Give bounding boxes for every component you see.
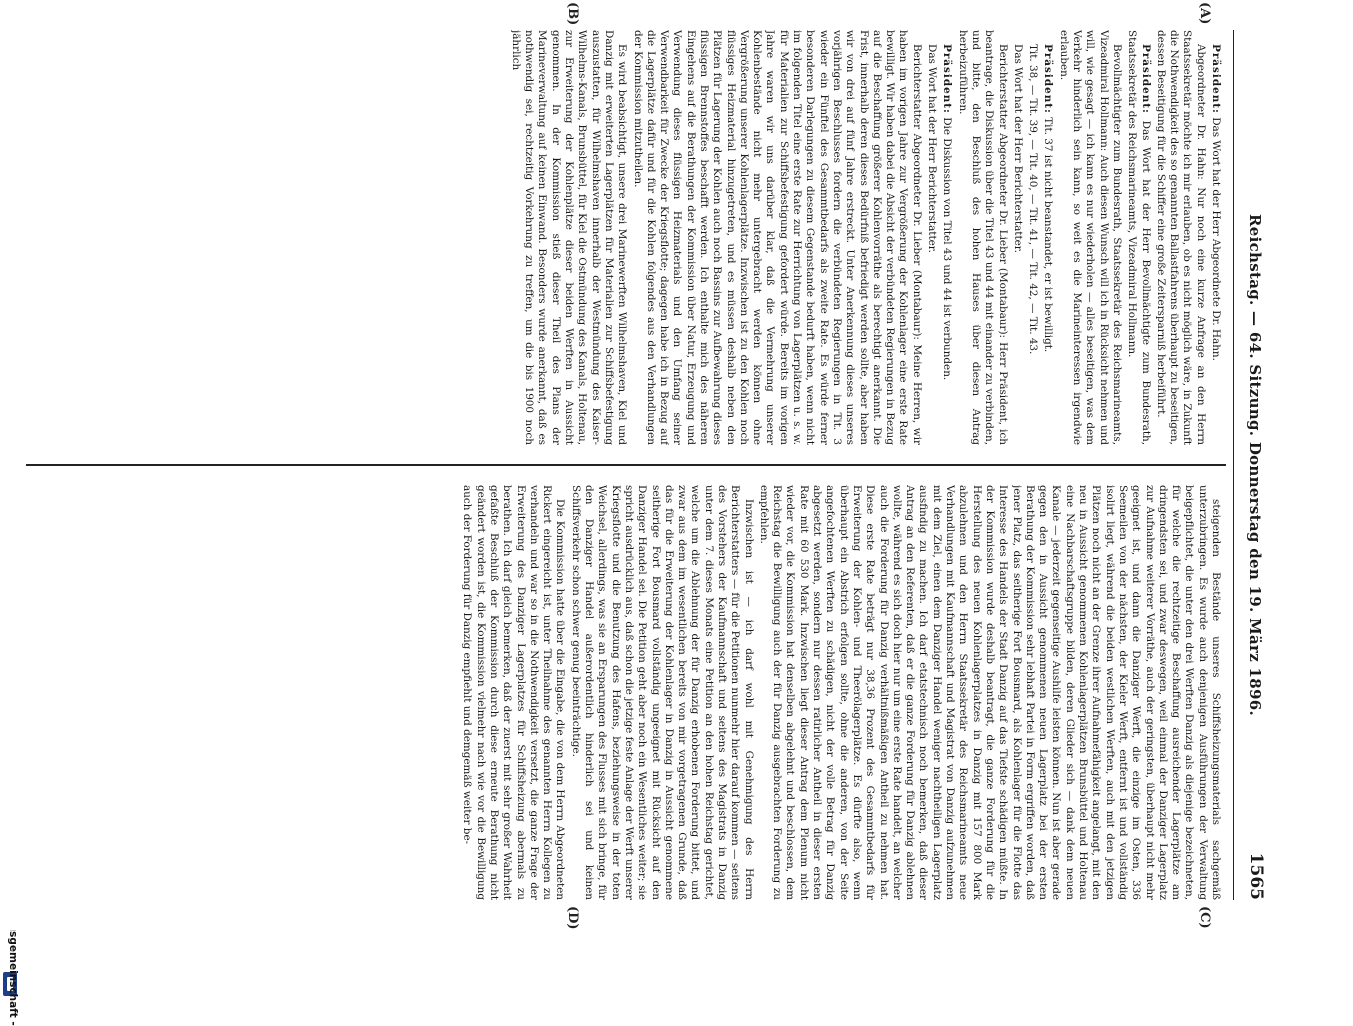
- paragraph: [757, 485, 1222, 900]
- page-number: 1565: [1246, 852, 1266, 900]
- paragraph-text: Berichterstatter Abgeordneter Dr. Lieber (Montabaur): Meine Herren, wir haben im vorigen Jahre zur Vergrößerung der Kohlenlager eine erste Rate bewilligt. Wir haben dabei die Absicht der verbündeten Regierungen in Bezug auf die Beschaffung größerer Kohlenvorräthe als berechtigt anerkannt. Die Frist, innerhalb deren dieses Bedürfniß befriedigt werden sollte, aber haben wir von drei auf fünf Jahre erstreckt. Unter Anerkennung dieses unseres vorjährigen Beschlusses fordern die verbündeten Regierungen in Tit. 3 wieder ein Fünftel des Gesammtbedarfs als zweite Rate. Es würde ferner besonderen Darlegungen zu diesem Gegenstande bedurft haben, wenn nicht im folgenden Titel eine erste Rate zur Herrichtung von Lagerplätzen u. s. w. für Materialien zur Schiffsbefestigung gefordert würde. Bereits im vorigen Jahre waren wir uns darüber klar, daß die Vermehrung unserer Kohlenbestände nicht mehr untergebracht werden können ohne Vergrößerung unserer Kohlenlagerplätze. Inzwischen ist zu den Kohlen noch flüssiges Heizmaterial hinzugetreten, und es müssen deshalb neben den Plätzen für Lagerung der Kohlen auch noch Bassins zur Aufbewahrung dieses flüssigen Brennstoffes beschafft werden. Ich enthalte mich des näheren Eingehens auf die Berathungen der Kommission über Natur, Erzeugung und Verwendung dieses flüssigen Heizmaterials und den Umfang seiner Verwendbarkeit für Zwecke der Kriegsflotte; dagegen habe ich in Bezug auf die Lagerplätze dafür und für die Kohlen folgendes aus den Verhandlungen der Kommission mitzutheilen.: [631, 30, 923, 445]
- speaker-label: Präsident:: [1139, 44, 1152, 114]
- paragraph-text: Die Diskussion von Titel 43 und 44 ist verbunden.: [941, 117, 954, 381]
- paragraph-text: Es wird beabsichtigt, unsere drei Marinewerften Wilhelmshaven, Kiel und Danzig mit erweiterten Lagerplätzen für Materialien zur Schiffsbefestigung auszustatten, für Wilhelmshaven innerhalb der Westmündung des Kaiser-Wilhelms-Kanals, Brunsbüttel, für Kiel die Ostmündung des Kanals, Holtenau, zur Erweiterung der Kohlenplätze dieser beiden Werften in Aussicht genommen. In der Kommission stieß dieser Theil des Plans der Marineverwaltung auf keinen Einwand. Besonders wurde anerkannt, daß es nothwendig sei, rechtzeitig Vorkehrung zu treffen, um die bis 1900 noch jährlich: [509, 30, 629, 445]
- paragraph: [1209, 30, 1222, 445]
- paragraph: [509, 30, 629, 445]
- paragraph: [630, 30, 923, 445]
- paragraph-text: Das Wort hat der Herr Abgeordnete Dr. Hahn.: [1210, 117, 1222, 361]
- paragraph: [940, 30, 953, 445]
- margin-mark-d: (D): [565, 906, 580, 930]
- paragraph: [1011, 30, 1024, 445]
- margin-mark-a: (A): [1197, 2, 1212, 25]
- paragraph-text: Das Wort hat der Herr Berichterstatter.: [1011, 44, 1024, 253]
- paragraph: [955, 30, 1008, 445]
- paragraph-text: Berichterstatter Abgeordneter Dr. Lieber (Montabaur): Herr Präsident, ich beantrage, die Diskussion über die Titel 43 und 44 mit einander zu verbinden, und bitte, den Beschluß des hohen Hauses über diesen Antrag herbeizuführen.: [956, 30, 1009, 445]
- paragraph: [1041, 30, 1054, 445]
- paragraph-text: Die Kommission hatte über die Eingabe, die von dem Herrn Abgeordneten Rickert eingereicht ist, unter Theilnahme des genannten Herrn Kollegen zu verhandeln und war so in die Nothwendigkeit versetzt, die ganze Frage der Erweiterung des Danziger Lagerplatzes für Schiffsheizung abermals zu berathen. Ich darf gleich bemerken, daß der zuerst mit sehr großer Wahrheit gefaßte Beschluß der Kommission durch diese erneute Berathung nicht geändert worden ist, die Kommission vielmehr nach wie vor die Bewilligung auch der Forderung für Danzig empfiehlt und demgemäß weiter be-: [461, 485, 567, 900]
- paragraph: [925, 30, 938, 445]
- speaker-label: Präsident:: [1042, 44, 1055, 114]
- column-divider: [26, 464, 1226, 466]
- paragraph-text: Abgeordneter Dr. Hahn: Nur noch eine kurze Anfrage an den Herrn Staatssekretär möchte ich mir erlauben, ob es nicht möglich wäre, in Zukunft die Nothwendigkeit des so genannten Ballastfahrens überhaupt zu beseitigen, dessen Beseitigung für die Schiffer eine große Zeitersparniß herbeiführt.: [1154, 30, 1207, 445]
- paragraph: [568, 485, 754, 900]
- paragraph-text: Tit. 38, — Tit. 39, — Tit. 40, — Tit. 41, — Tit. 42, — Tit. 43.: [1027, 44, 1040, 355]
- paragraph-text: Das Wort hat der Herr Bevollmächtigte zum Bundesrath, Staatssekretär des Reichsmarineamts, Vizeadmiral Hollmann.: [1126, 30, 1152, 445]
- left-column: [27, 30, 1222, 445]
- paragraph: [1154, 30, 1207, 445]
- paragraph: [1026, 30, 1039, 445]
- speaker-label: Präsident:: [1210, 44, 1222, 114]
- paragraph: [1056, 30, 1122, 445]
- paragraph: [460, 485, 566, 900]
- speaker-label: Präsident:: [941, 44, 954, 114]
- right-column: [27, 485, 1222, 900]
- paragraph-text: Das Wort hat der Herr Berichterstatter.: [926, 44, 939, 253]
- paragraph-text: Bevollmächtigter zum Bundesrath, Staatssekretär des Reichsmarineamts, Vizeadmiral Hollmann: Auch diesen Wunsch will ich in Rücksicht nehmen und will, wie gesagt — ich kann es nur wiederholen — alles beseitigen, was dem Verkehr hinderlich sein kann, so weit es die Marineinteressen irgendwie erlauben.: [1057, 30, 1123, 445]
- running-title: Reichstag. — 64. Sitzung. Donnerstag den 19. März 1896.: [1246, 213, 1264, 717]
- page-header: [1233, 30, 1278, 900]
- paragraph: [1125, 30, 1152, 445]
- margin-mark-c: (C): [1197, 906, 1212, 929]
- margin-mark-b: (B): [565, 2, 580, 26]
- paragraph-text: Inzwischen ist — ich darf wohl mit Genehmigung des Herrn Berichterstatters — für die Petitionen nunmehr hier darauf kommen — seitens des Vorstehers der Kaufmannschaft und seitens des Magistrats in Danzig unter dem 7. dieses Monats eine Petition an den hohen Reichstag gerichtet, welche um die Ablehnung der für Danzig erhobenen Forderung bittet, und zwar aus dem im wesentlichen bereits von mir vorgetragenen Grunde, daß das für die Erweiterung der Kohlenlager in Danzig in Aussicht genommene seitherige Fort Bousmard vollständig ungeeignet mit Rücksicht auf den Danziger Handel sei. Die Petition geht aber noch ein Wesentliches weiter; sie spricht ausdrücklich aus, daß schon die jetzige feste Anlage der Werft unserer Kriegsflotte und die Benutzung des Hafens, beziehungsweise in der toten Weichsel, allerdings, was sie an Ersparungen des Flusses mit sich bringe, für den Danziger Handel außerordentlich hinderlich sei und keinen Schiffsverkehr schon schwer genug beeinträchtige.: [569, 485, 755, 900]
- paragraph-text: Tit. 37 ist nicht beanstandet, er ist bewilligt.: [1042, 117, 1055, 353]
- paragraph-text: steigenden Bestände unseres Schiffsheizungsmaterials sachgemäß unterzubringen. Es wurde auch denjenigen Ausführungen der Verwaltung beigepflichtet, die unter den drei Werften Danzig als diejenige bezeichneten, für welche die rechtzeitige Beschaffung ausreichender Lagerplätze am dringendsten sei, und zwar deswegen, weil einmal der Danziger Lagerplatz zur Aufnahme weiterer Vorräthe, auch der geringsten, überhaupt nicht mehr geeignet ist, und dann die Danziger Werft, die einzige im Osten, 336 Seemeilen von der nächsten, der Kieler Werft, entfernt ist und vollständig isolirt liegt, während die beiden westlichen Werften, auch mit den jetzigen Plätzen noch nicht an der Grenze ihrer Aufnahmefähigkeit angelangt, mit den neu in Aussicht genommenen Kohlenlagerplätzen Brunsbüttel und Holtenau eine Nachbarschaftsgruppe bilden, deren Glieder sich — dank dem neuen Kanale — jederzeit gegenseitige Aushilfe leisten können. Nun ist aber gerade gegen den in Aussicht genommenen neuen Lagerplatz bei der ersten Berathung der Kommission sehr lebhaft Partei in Form ergriffen worden, daß jener Platz, das seitherige Fort Bousmard, als Kohlenlager für die Flotte das Interesse des Handels der Stadt Danzig auf das Tiefste schädigen müßte. In der Kommission wurde deshalb beantragt, die ganze Forderung für die Herstellung des neuen Kohlenlagerplatzes in Danzig mit 157 800 Mark abzulehnen und den Herrn Staatssekretär des Reichsmarineamts neue Verhandlungen mit Kaufmannschaft und Magistrat von Danzig aufzunehmen mit dem Ziel, einen dem Danziger Handel weniger nachtheiligen Lagerplatz ausfindig zu machen. Ich darf etatstechnisch noch bemerken, daß dieser Antrag an den Referenten, daß er die ganze Forderung für Danzig ablehnen wollte, während es sich doch hier nur um eine erste Rate handelt, an welcher auch die Forderung für Danzig verhältnißmäßigen Antheil zu nehmen hat. Diese erste Rate beträgt nur 38,36 Prozent des Gesammtbedarfs für Erweiterung der Kohlen- und Theerölagerplätze. Es dürfte also, wenn überhaupt ein Abstrich erfolgen sollte, ohne die anderen, von der Seite angefochtenen Werften zu schädigen, nicht der volle Betrag für Danzig abgesetzt werden, sondern nur dessen ratirlicher Antheil in dieser ersten Rate mit 60 530 Mark. Inzwischen liegt dieser Antrag dem Plenum nicht wieder vor, die Kommission hat denselben abgelehnt und beschlossen, dem Reichstag die Bewilligung auch der für Danzig ausgebrachten Forderung zu empfehlen.: [757, 485, 1222, 900]
